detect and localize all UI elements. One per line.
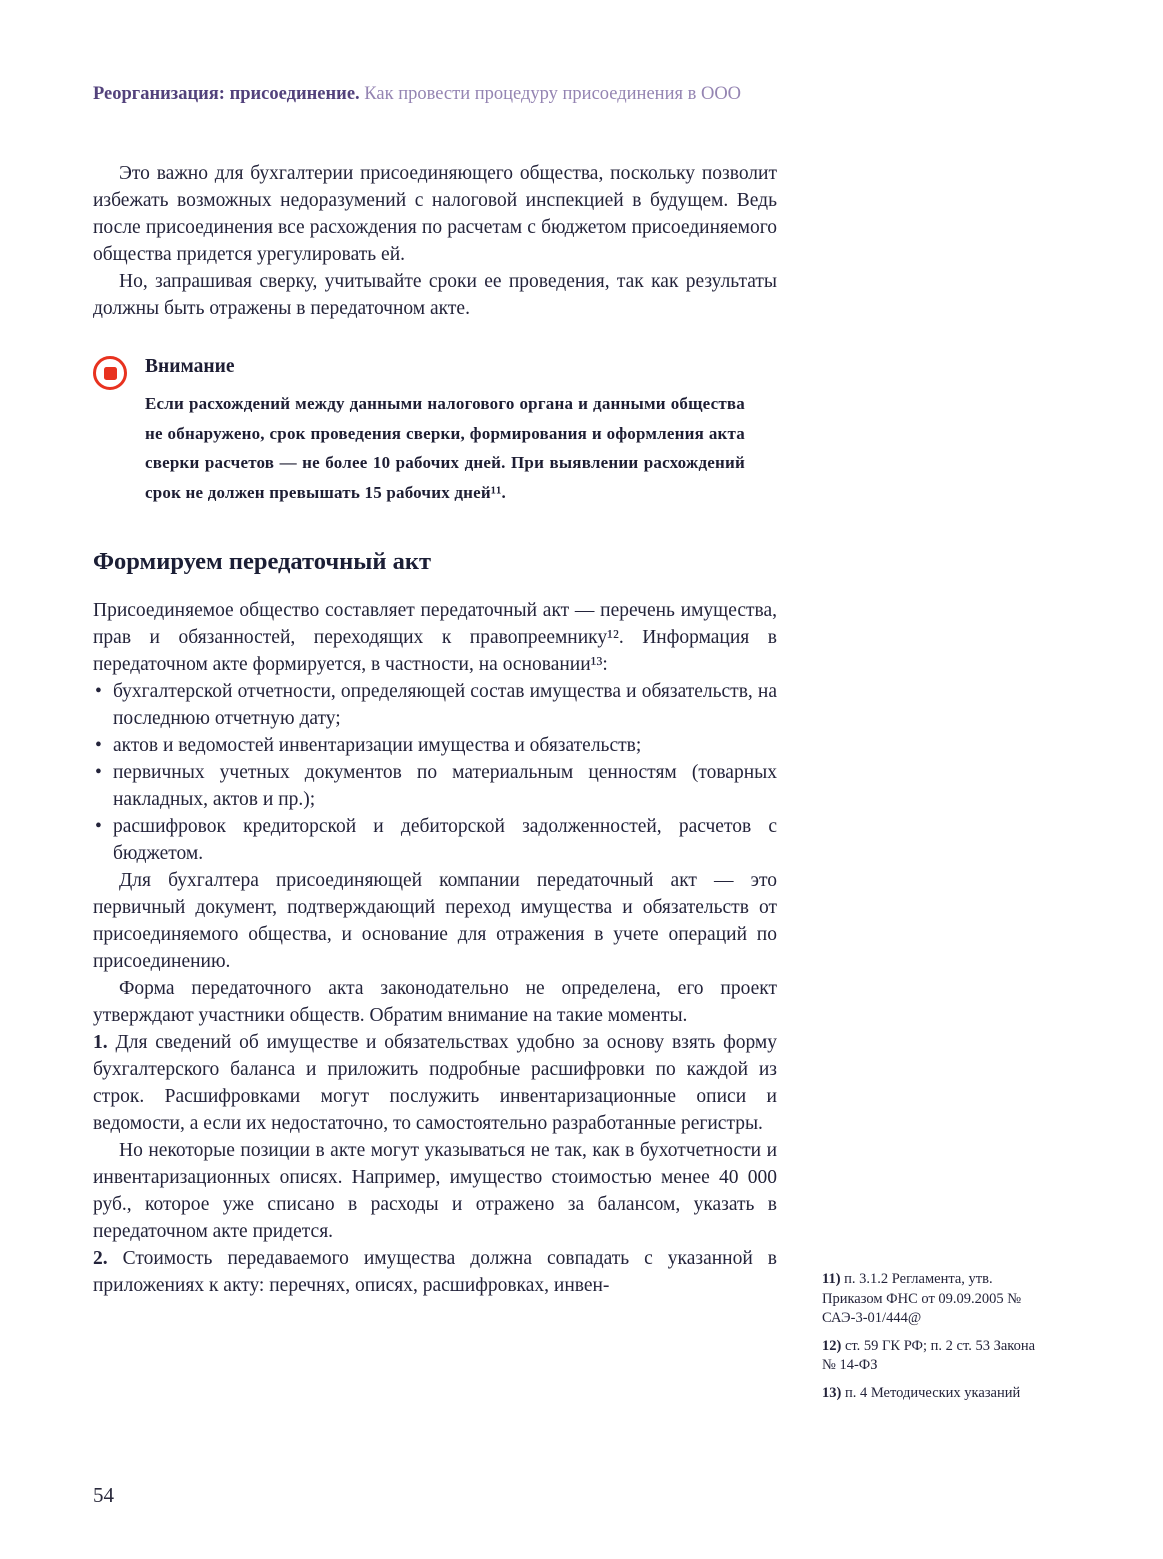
footnote bbox=[822, 1384, 1040, 1404]
attention-title: Внимание bbox=[145, 356, 235, 377]
list-number: 1. bbox=[93, 1032, 108, 1053]
footnote bbox=[822, 1337, 1040, 1376]
numbered-paragraph-text: Стоимость передаваемого имущества должна совпадать с указанной в приложениях к акту: перечнях, описях, расшифровках, инвен- bbox=[93, 1248, 777, 1296]
numbered-paragraph-2 bbox=[93, 1245, 777, 1299]
section-heading: Формируем передаточный акт bbox=[93, 548, 432, 575]
bullet-item: • расшифровок кредиторской и дебиторской задолженностей, расчетов с бюджетом. bbox=[93, 813, 777, 867]
footnote-number: 12) bbox=[822, 1337, 842, 1354]
bullet-item: • бухгалтерской отчетности, определяющей состав имущества и обязательств, на последнюю отчетную дату; bbox=[93, 678, 777, 732]
running-header bbox=[93, 82, 741, 106]
numbered-paragraph-text: Для сведений об имуществе и обязательствах удобно за основу взять форму бухгалтерского баланса и приложить подробные расшифровки по каждой из строк. Расшифровками могут послужить инвентаризационные описи и ведомости, а если их недостаточно, то самостоятельно разработанные регистры. bbox=[93, 1032, 777, 1134]
footnote-text: ст. 59 ГК РФ; п. 2 ст. 53 Закона № 14-ФЗ bbox=[822, 1337, 1036, 1373]
numbered-paragraph-1 bbox=[93, 1029, 777, 1137]
paragraph: Форма передаточного акта законодательно не определена, его проект утверждают участники обществ. Обратим внимание на такие моменты. bbox=[93, 978, 777, 1026]
paragraph: Но, запрашивая сверку, учитывайте сроки ее проведения, так как результаты должны быть отражены в передаточном акте. bbox=[93, 271, 777, 319]
footnote-number: 13) bbox=[822, 1384, 842, 1401]
list-number: 2. bbox=[93, 1248, 108, 1269]
paragraph: Это важно для бухгалтерии присоединяющего общества, поскольку позволит избежать возможных недоразумений с налоговой инспекцией в будущем. Ведь после присоединения все расхождения по расчетам с бюджетом присоединяемого общества придется урегулировать ей. bbox=[93, 163, 777, 265]
attention-callout bbox=[93, 354, 777, 507]
footnote bbox=[822, 1270, 1040, 1329]
bullet-item: • первичных учетных документов по материальным ценностям (товарных накладных, актов и пр.); bbox=[93, 759, 777, 813]
main-text-column bbox=[93, 160, 777, 1299]
paragraph: Для бухгалтера присоединяющей компании передаточный акт — это первичный документ, подтверждающий переход имущества и обязательств от присоединяемого общества, и основание для отражения в учете операций по присоединению. bbox=[93, 870, 777, 972]
bullet-list bbox=[93, 678, 777, 867]
running-header-subtitle: Как провести процедуру присоединения в ООО bbox=[359, 84, 742, 104]
paragraph: Но некоторые позиции в акте могут указываться не так, как в бухотчетности и инвентаризационных описях. Например, имущество стоимостью менее 40 000 руб., которое уже списано в расходы и отражено за балансом, указать в передаточном акте придется. bbox=[93, 1140, 777, 1242]
footnote-number: 11) bbox=[822, 1271, 841, 1287]
attention-body bbox=[145, 354, 745, 507]
attention-icon bbox=[93, 356, 127, 390]
bullet-item: • актов и ведомостей инвентаризации имущества и обязательств; bbox=[93, 732, 777, 759]
attention-text: Если расхождений между данными налогового органа и данными общества не обнаружено, срок проведения сверки, формирования и оформления акта сверки расчетов — не более 10 рабочих дней. При выявлении расхождений срок не должен превышать 15 рабочих дней¹¹. bbox=[145, 394, 745, 502]
footnote-text: п. 3.1.2 Регламента, утв. Приказом ФНС от 09.09.2005 № САЭ-3-01/444@ bbox=[822, 1271, 1022, 1326]
paragraph: Присоединяемое общество составляет передаточный акт — перечень имущества, прав и обязанностей, переходящих к правопреемнику¹². Информация в передаточном акте формируется, в частности, на основании¹³: bbox=[93, 600, 777, 675]
attention-icon-square bbox=[104, 367, 117, 380]
footnotes-column bbox=[822, 1270, 1040, 1411]
page-number: 54 bbox=[93, 1483, 114, 1507]
footnote-text: п. 4 Методических указаний bbox=[841, 1384, 1021, 1401]
running-header-title: Реорганизация: присоединение. bbox=[93, 84, 360, 104]
